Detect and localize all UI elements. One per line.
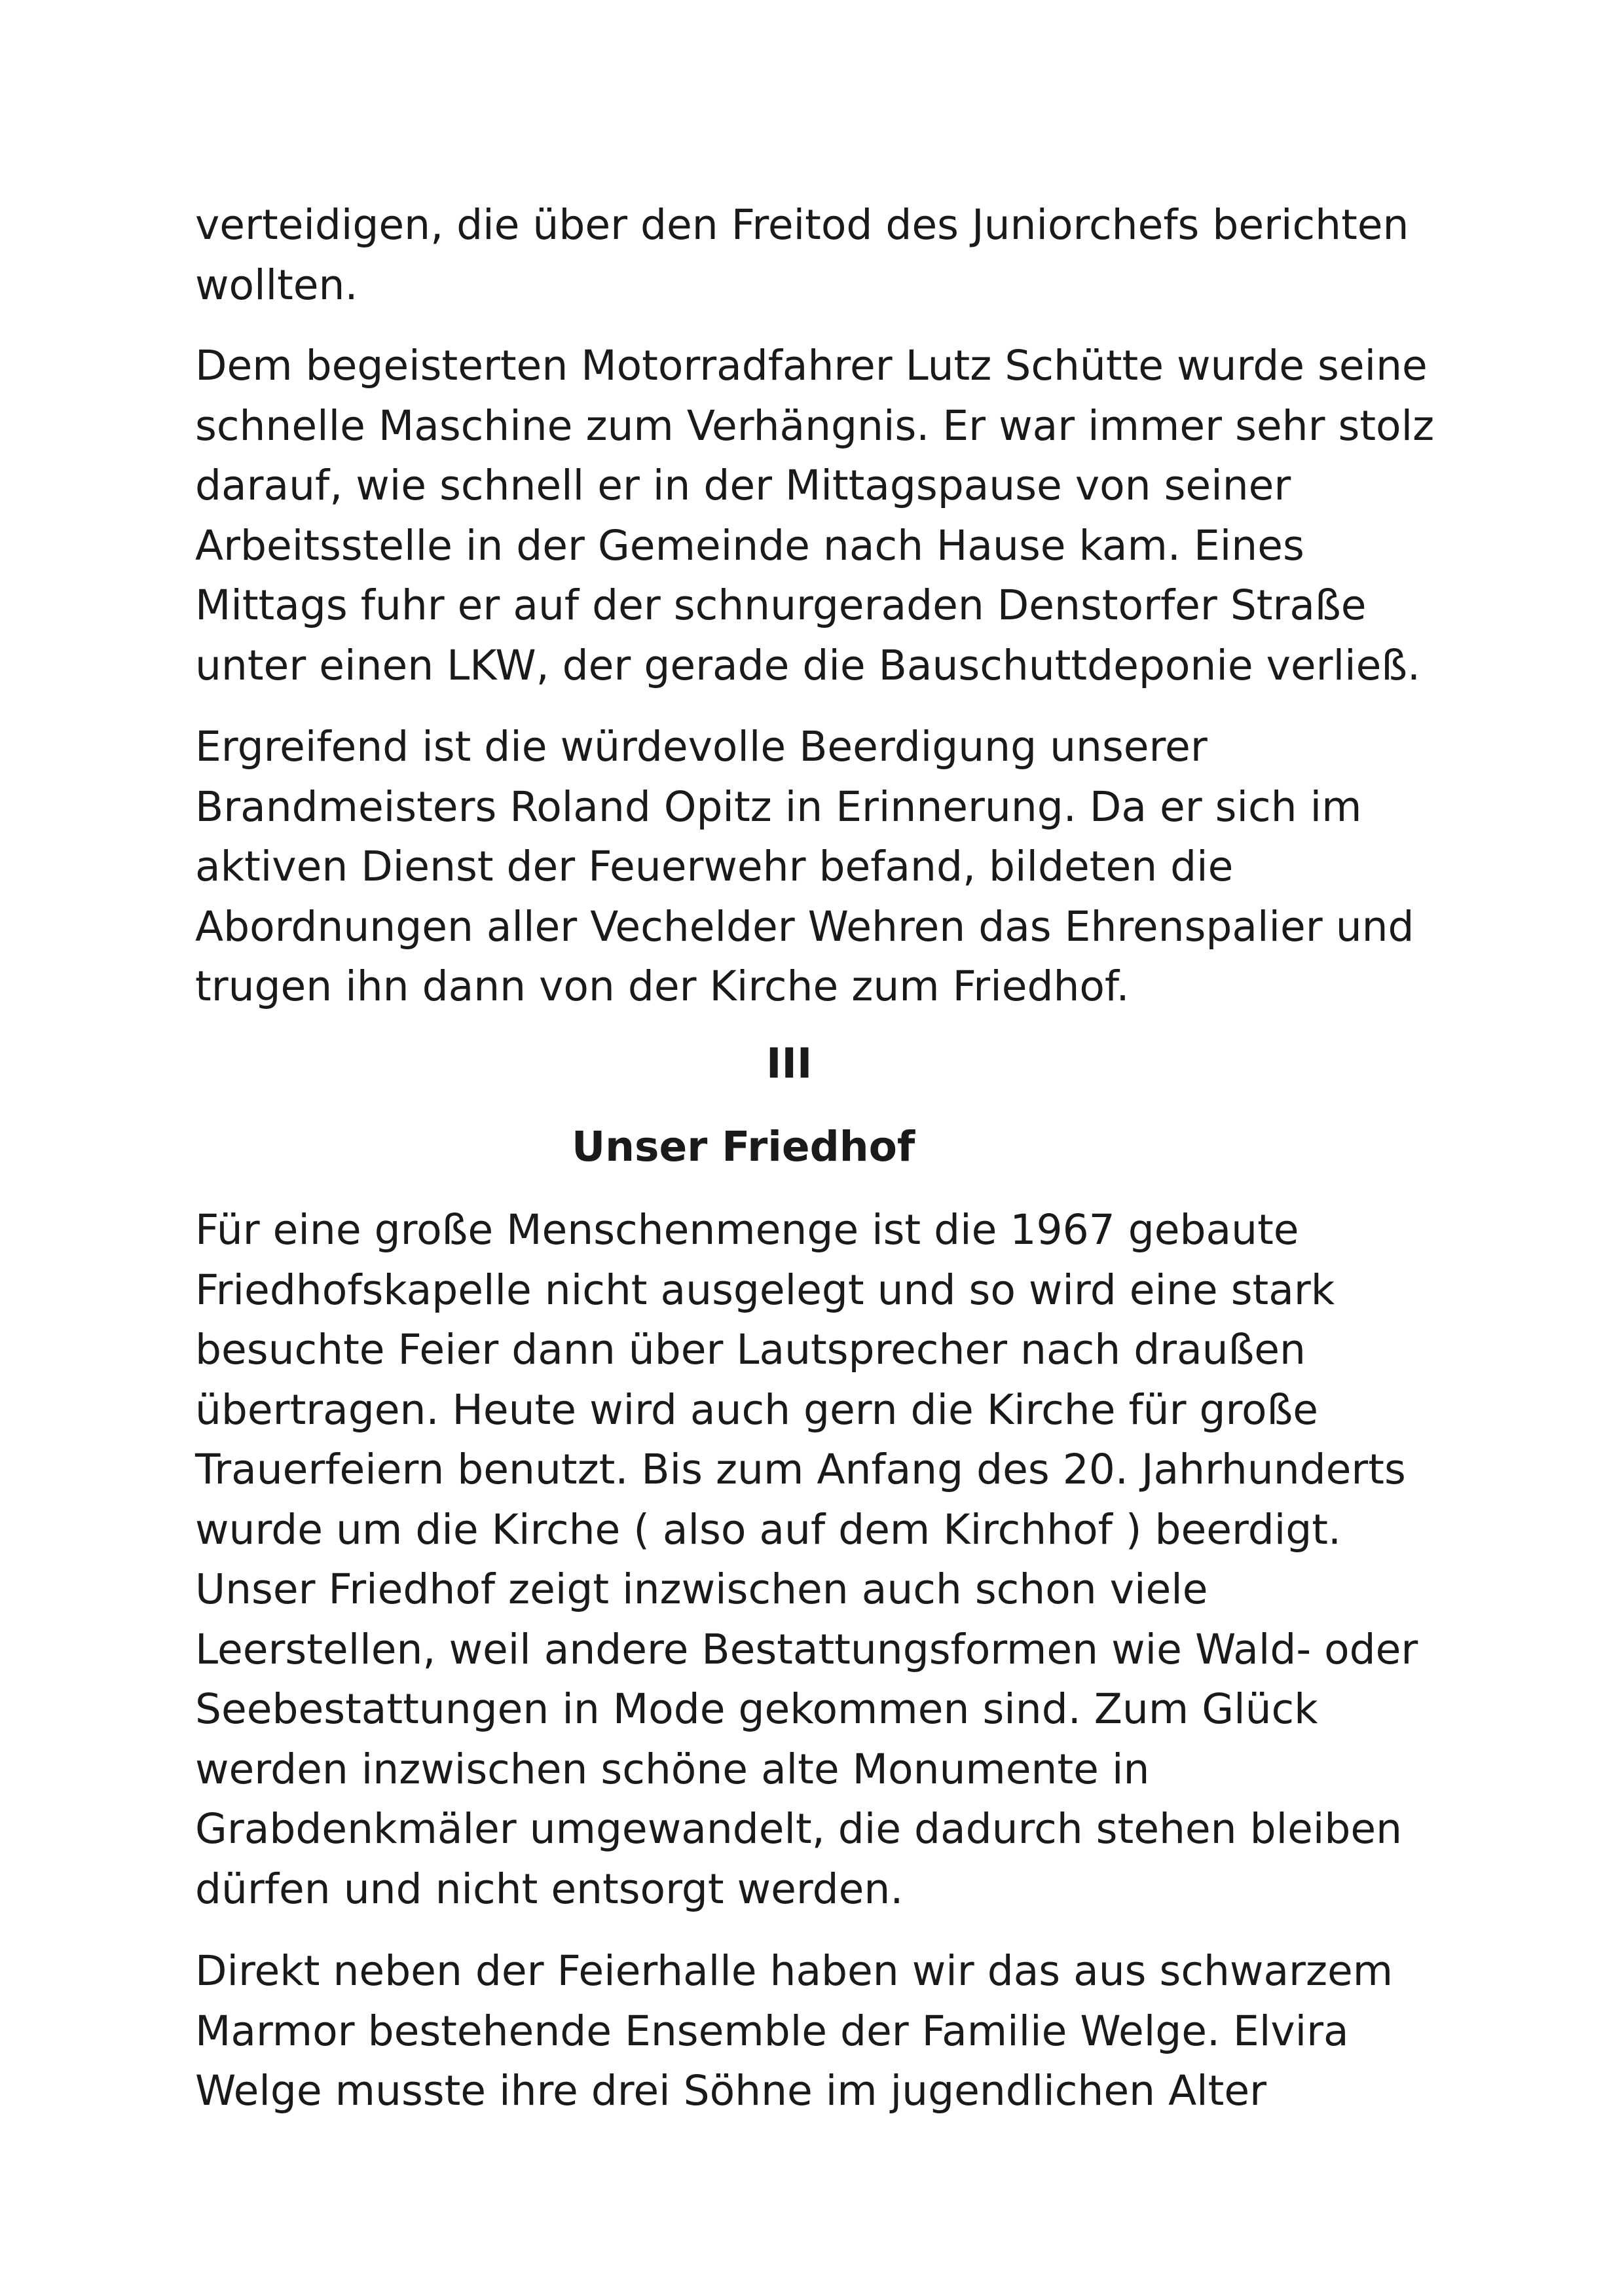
- text-line: Unser Friedhof zeigt inzwischen auch schon viele: [195, 1565, 1208, 1613]
- text-line: Für eine große Menschenmenge ist die 1967 gebaute: [195, 1206, 1299, 1254]
- paragraph-1: [195, 195, 1472, 315]
- text-line: besuchte Feier dann über Lautsprecher nach draußen: [195, 1326, 1306, 1374]
- paragraph-2: [195, 336, 1472, 695]
- text-line: Mittags fuhr er auf der schnurgeraden Denstorfer Straße: [195, 581, 1367, 629]
- section-title: Unser Friedhof: [572, 1123, 915, 1171]
- text-line: Trauerfeiern benutzt. Bis zum Anfang des 20. Jahrhunderts: [195, 1446, 1406, 1493]
- text-line: Direkt neben der Feierhalle haben wir das aus schwarzem: [195, 1947, 1393, 1995]
- text-line: wurde um die Kirche ( also auf dem Kirchhof ) beerdigt.: [195, 1505, 1342, 1554]
- text-line: Leerstellen, weil andere Bestattungsformen wie Wald- oder: [195, 1625, 1418, 1673]
- text-line: wollten.: [195, 261, 358, 309]
- text-line: aktiven Dienst der Feuerwehr befand, bildeten die: [195, 843, 1234, 890]
- text-line: Grabdenkmäler umgewandelt, die dadurch stehen bleiben: [195, 1805, 1403, 1853]
- paragraph-3: [195, 717, 1472, 1017]
- text-line: trugen ihn dann von der Kirche zum Friedhof.: [195, 962, 1130, 1010]
- text-line: Friedhofskapelle nicht ausgelegt und so wird eine stark: [195, 1266, 1335, 1314]
- text-line: darauf, wie schnell er in der Mittagspause von seiner: [195, 462, 1291, 509]
- text-line: dürfen und nicht entsorgt werden.: [195, 1865, 904, 1913]
- paragraph-5: [195, 1941, 1472, 2121]
- text-line: Welge musste ihre drei Söhne im jugendlichen Alter: [195, 2067, 1267, 2115]
- text-line: Abordnungen aller Vechelder Wehren das Ehrenspalier und: [195, 902, 1414, 951]
- text-line: schnelle Maschine zum Verhängnis. Er war immer sehr stolz: [195, 401, 1435, 450]
- text-line: verteidigen, die über den Freitod des Juniorchefs berichten: [195, 201, 1409, 249]
- section-number: III: [766, 1040, 813, 1087]
- text-line: werden inzwischen schöne alte Monumente in: [195, 1745, 1150, 1793]
- text-line: Dem begeisterten Motorradfahrer Lutz Schütte wurde seine: [195, 342, 1428, 390]
- text-line: Arbeitsstelle in der Gemeinde nach Hause kam. Eines: [195, 521, 1304, 570]
- text-line: unter einen LKW, der gerade die Bauschuttdeponie verließ.: [195, 641, 1421, 689]
- text-line: Marmor bestehende Ensemble der Familie Welge. Elvira: [195, 2007, 1349, 2055]
- text-line: übertragen. Heute wird auch gern die Kirche für große: [195, 1385, 1319, 1434]
- text-line: Seebestattungen in Mode gekommen sind. Zum Glück: [195, 1685, 1318, 1733]
- text-line: Ergreifend ist die würdevolle Beerdigung unserer: [195, 723, 1208, 771]
- text-line: Brandmeisters Roland Opitz in Erinnerung. Da er sich im: [195, 782, 1362, 831]
- paragraph-4: [195, 1200, 1472, 1919]
